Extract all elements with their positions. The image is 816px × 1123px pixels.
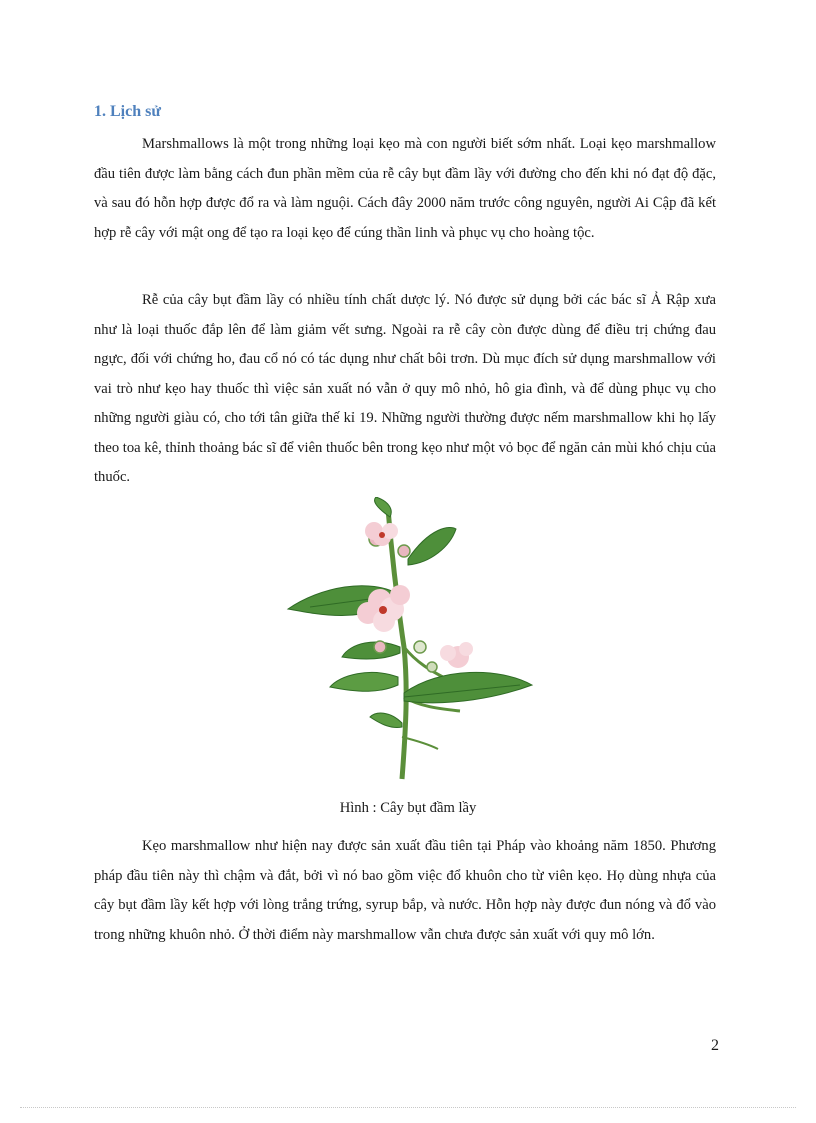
section-heading: 1. Lịch sử [94,103,161,120]
footer-divider [20,1107,796,1108]
figure-caption: Hình : Cây bụt đầm lầy [339,800,477,816]
paragraph-history-intro: Marshmallows là một trong những loại kẹo mà con người biết sớm nhất. Loại kẹo marshmallow đầu tiên được làm bằng cách đun phần mềm của rễ cây bụt đầm lầy với đường cho đến khi nó đạt độ đặc, và sau đó hỗn hợp được đổ ra và làm nguội. Cách đây 2000 năm trước công nguyên, người Ai Cập đã kết hợp rễ cây với mật ong để tạo ra loại kẹo để cúng thần linh và phục vụ cho hoàng tộc. [94,136,716,241]
paragraph-modern-production: Kẹo marshmallow như hiện nay được sản xuất đầu tiên tại Pháp vào khoảng năm 1850. Phương pháp đầu tiên này thì chậm và đắt, bởi vì nó bao gồm việc đổ khuôn cho từ viên kẹo. Họ dùng nhựa của cây bụt đầm lầy kết hợp với lòng trắng trứng, syrup bắp, và nước. Hỗn hợp này được đun nóng và đổ vào trong những khuôn nhỏ. Ở thời điểm này marshmallow vẫn chưa được sản xuất với quy mô lớn. [94,838,716,943]
page-number: 2 [711,1037,719,1054]
flower-right [440,642,473,668]
plant-illustration [280,497,540,787]
marsh-mallow-plant-icon [280,497,540,787]
paragraph-medicinal-use: Rễ của cây bụt đầm lầy có nhiều tính chất dược lý. Nó được sử dụng bởi các bác sĩ Ả Rập xưa như là loại thuốc đắp lên để làm giảm vết sưng. Ngoài ra rễ cây còn được dùng để điều trị chứng đau ngực, đối với chứng ho, đau cổ nó có tác dụng như chất bôi trơn. Dù mục đích sử dụng marshmallow với vai trò như kẹo hay thuốc thì việc sản xuất nó vẫn ở quy mô nhỏ, hô gia đình, và để dùng phục vụ cho những người giàu có, cho tới tân giữa thế kỉ 19. Những người thường được nếm marshmallow khi họ lấy theo toa kê, thỉnh thoảng bác sĩ để viên thuốc bên trong kẹo như một vỏ bọc để ngăn cản mùi khó chịu của thuốc. [94,292,716,485]
